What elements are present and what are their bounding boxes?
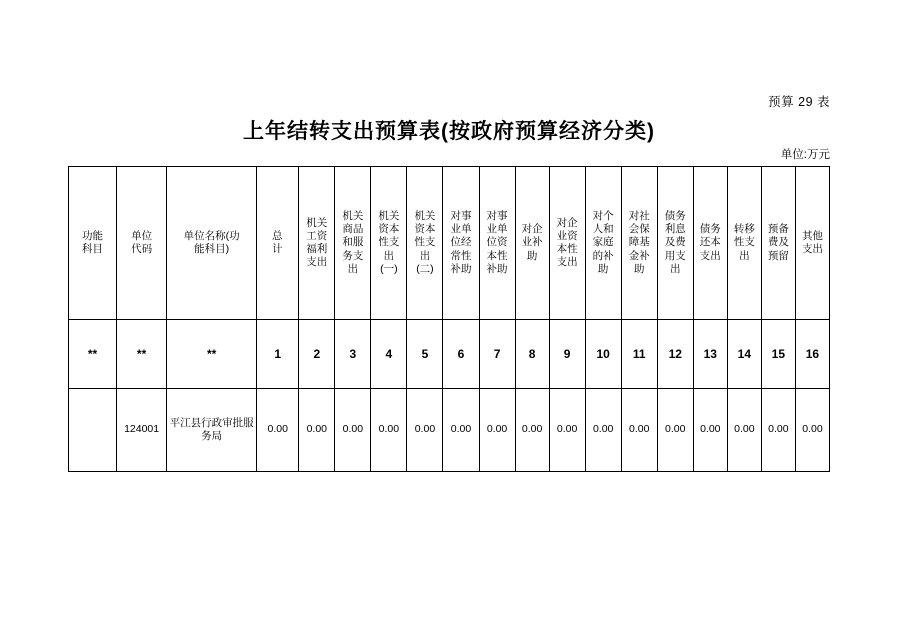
header-cell-total [257,167,299,320]
header-cell-col-12 [657,167,693,320]
number-cell-17: 15 [761,320,795,389]
number-cell-15: 13 [693,320,727,389]
cell-value-13: 0.00 [693,389,727,472]
number-cell-2: ** [167,320,257,389]
header-cell-col-16 [795,167,829,320]
header-text: 对事业单位资本性补助 [486,210,508,275]
header-text: 对社会保障基金补助 [628,210,650,275]
header-cell-col-10 [585,167,621,320]
header-cell-unit-name [167,167,257,320]
header-text: 预备费及预留 [767,223,789,262]
cell-value-6: 0.00 [443,389,479,472]
number-cell-0: ** [69,320,117,389]
header-cell-col-9 [549,167,585,320]
number-cell-9: 7 [479,320,515,389]
table-header-row [69,167,830,320]
number-cell-1: ** [117,320,167,389]
header-cell-function-code [69,167,117,320]
header-text: 转移性支出 [733,223,755,262]
cell-total: 0.00 [257,389,299,472]
number-cell-11: 9 [549,320,585,389]
cell-value-10: 0.00 [585,389,621,472]
header-text: 功能科目 [82,229,104,255]
header-cell-col-6 [443,167,479,320]
header-cell-col-7 [479,167,515,320]
header-text: 机关商品和服务支出 [342,210,364,275]
table-row [69,389,830,472]
cell-function-code [69,389,117,472]
cell-value-14: 0.00 [727,389,761,472]
cell-value-9: 0.00 [549,389,585,472]
header-cell-col-4 [371,167,407,320]
header-text: 债务还本支出 [699,223,721,262]
number-cell-13: 11 [621,320,657,389]
budget-table [68,166,830,472]
header-text: 对企业资本性支出 [556,216,578,269]
number-cell-8: 6 [443,320,479,389]
header-text: 单位名称(功能科目) [183,229,240,255]
cell-value-12: 0.00 [657,389,693,472]
number-cell-7: 5 [407,320,443,389]
header-cell-col-13 [693,167,727,320]
header-text: 机关资本性支出(一) [378,210,400,275]
number-cell-10: 8 [515,320,549,389]
number-cell-14: 12 [657,320,693,389]
cell-value-3: 0.00 [335,389,371,472]
header-text: 单位代码 [131,229,153,255]
cell-value-16: 0.00 [795,389,829,472]
cell-unit-name: 平江县行政审批服务局 [167,389,257,472]
page-title: 上年结转支出预算表(按政府预算经济分类) [243,120,655,143]
number-cell-18: 16 [795,320,829,389]
document-reference-label: 预算 29 表 [768,95,830,109]
header-cell-col-14 [727,167,761,320]
cell-value-8: 0.00 [515,389,549,472]
cell-value-5: 0.00 [407,389,443,472]
header-cell-unit-code [117,167,167,320]
header-cell-col-5 [407,167,443,320]
header-cell-col-8 [515,167,549,320]
header-cell-col-11 [621,167,657,320]
cell-value-2: 0.00 [299,389,335,472]
header-cell-col-2 [299,167,335,320]
header-text: 对企业补助 [521,223,543,262]
number-cell-3: 1 [257,320,299,389]
cell-value-7: 0.00 [479,389,515,472]
cell-value-15: 0.00 [761,389,795,472]
header-cell-col-3 [335,167,371,320]
cell-value-4: 0.00 [371,389,407,472]
header-cell-col-15 [761,167,795,320]
header-text: 机关资本性支出(二) [414,210,436,275]
cell-value-11: 0.00 [621,389,657,472]
header-text: 债务利息及费用支出 [664,210,686,275]
header-text: 其他支出 [801,229,823,255]
number-cell-5: 3 [335,320,371,389]
header-text: 对个人和家庭的补助 [592,210,614,275]
table-number-row [69,320,830,389]
number-cell-16: 14 [727,320,761,389]
number-cell-12: 10 [585,320,621,389]
number-cell-6: 4 [371,320,407,389]
header-text: 机关工资福利支出 [306,216,328,269]
number-cell-4: 2 [299,320,335,389]
header-text: 总 计 [271,229,301,255]
header-text: 对事业单位经常性补助 [450,210,472,275]
unit-label: 单位:万元 [780,149,830,161]
cell-unit-code: 124001 [117,389,167,472]
